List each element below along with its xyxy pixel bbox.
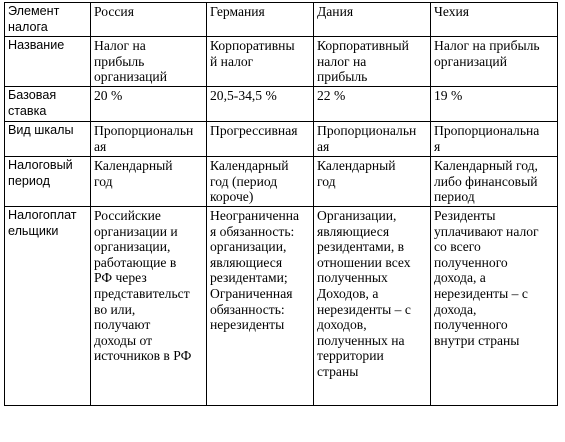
cell-russia — [91, 157, 207, 207]
cell-line: дохода, а — [434, 270, 486, 286]
cell-line: Дания — [317, 4, 354, 19]
cell-line: Налог на прибыль — [434, 38, 540, 54]
cell-line: Календарный год, — [434, 158, 538, 174]
cell-line: короче) — [210, 189, 254, 205]
row-name — [5, 37, 558, 87]
cell-russia — [91, 37, 207, 87]
row-label-cell — [5, 206, 91, 405]
cell-line: ая — [94, 138, 107, 154]
cell-line: Корпоративны — [210, 38, 295, 54]
cell-line: внутри страны — [434, 332, 520, 348]
cell-line: год — [317, 173, 336, 189]
table-body — [5, 3, 558, 406]
cell-line: ставка — [8, 103, 47, 118]
cell-line: я — [434, 138, 441, 154]
cell-denmark — [314, 122, 431, 157]
cell-line: организаций — [94, 69, 167, 85]
cell-line: полученных — [317, 270, 388, 286]
tax-comparison-table — [4, 2, 558, 406]
row-label-cell — [5, 87, 91, 122]
cell-line: ая — [317, 138, 330, 154]
cell-line: налог на — [317, 53, 367, 69]
row-label-cell — [5, 37, 91, 87]
cell-line: Россия — [94, 4, 134, 19]
row-scale-type — [5, 122, 558, 157]
cell-line: представительст — [94, 285, 190, 301]
cell-czechia — [431, 122, 558, 157]
row-base-rate — [5, 87, 558, 122]
cell-line: во или, — [94, 301, 136, 317]
cell-line: Базовая — [8, 88, 57, 103]
cell-line: Организации, — [317, 207, 397, 223]
cell-line: источников в РФ — [94, 348, 192, 364]
cell-line: либо финансовый — [434, 173, 538, 189]
cell-line: 22 % — [317, 88, 346, 104]
cell-line: страны — [317, 363, 359, 379]
cell-line: прибыль — [94, 53, 145, 69]
cell-line: нерезиденты – с — [317, 301, 411, 317]
cell-line: 20,5-34,5 % — [210, 88, 277, 104]
cell-line: нерезиденты — [210, 317, 285, 333]
cell-line: Пропорциональна — [434, 123, 540, 139]
cell-line: Чехия — [434, 4, 470, 19]
header-cell-germany — [207, 3, 314, 37]
cell-line: 19 % — [434, 88, 463, 104]
cell-line: обязанность: — [210, 301, 285, 317]
header-cell-element — [5, 3, 91, 37]
cell-line: резидентами, в — [317, 239, 405, 255]
cell-line: Вид шкалы — [8, 123, 74, 138]
cell-line: Налогоплат — [8, 207, 77, 222]
cell-line: период — [8, 173, 50, 188]
cell-line: Календарный — [94, 158, 173, 174]
cell-line: Календарный — [317, 158, 396, 174]
cell-line: Элемент — [8, 4, 60, 18]
cell-line: Прогрессивная — [210, 123, 298, 139]
cell-germany — [207, 157, 314, 207]
cell-denmark — [314, 206, 431, 405]
cell-line: организации, — [94, 239, 171, 255]
cell-line: полученных на — [317, 332, 405, 348]
cell-line: Российские — [94, 207, 161, 223]
cell-line: доходы от — [94, 332, 153, 348]
cell-line: Календарный — [210, 158, 289, 174]
cell-czechia — [431, 37, 558, 87]
table-header-row — [5, 3, 558, 37]
cell-russia — [91, 87, 207, 122]
header-cell-russia — [91, 3, 207, 37]
cell-line: Налоговый — [8, 158, 73, 173]
cell-line: доходов, — [317, 317, 367, 333]
cell-russia — [91, 206, 207, 405]
cell-denmark — [314, 37, 431, 87]
cell-line: й налог — [210, 53, 254, 69]
cell-line: территории — [317, 348, 384, 364]
cell-czechia — [431, 206, 558, 405]
cell-line: являющиеся — [210, 254, 283, 270]
cell-line: Пропорциональн — [317, 123, 417, 139]
row-taxpayers — [5, 206, 558, 405]
cell-denmark — [314, 157, 431, 207]
cell-germany — [207, 87, 314, 122]
cell-line: год (период — [210, 173, 278, 189]
cell-line: со всего — [434, 239, 481, 255]
cell-germany — [207, 37, 314, 87]
cell-line: Ограниченная — [210, 285, 293, 301]
cell-line: уплачивают налог — [434, 223, 539, 239]
cell-line: полученного — [434, 317, 508, 333]
cell-line: Пропорциональн — [94, 123, 194, 139]
cell-line: РФ через — [94, 270, 147, 286]
cell-line: год — [94, 173, 113, 189]
cell-line: Германия — [210, 4, 265, 19]
cell-czechia — [431, 87, 558, 122]
cell-germany — [207, 206, 314, 405]
cell-line: резидентами; — [210, 270, 288, 286]
cell-line: дохода, — [434, 301, 477, 317]
cell-line: Неограниченна — [210, 207, 300, 223]
row-tax-period — [5, 157, 558, 207]
cell-line: налога — [8, 19, 48, 34]
cell-line: Название — [8, 38, 65, 53]
cell-germany — [207, 122, 314, 157]
cell-line: получают — [94, 317, 151, 333]
cell-line: являющиеся — [317, 223, 390, 239]
cell-line: Налог на — [94, 38, 146, 54]
cell-line: Резиденты — [434, 207, 496, 223]
cell-line: организации и — [94, 223, 178, 239]
cell-denmark — [314, 87, 431, 122]
cell-line: Доходов, а — [317, 285, 379, 301]
cell-line: нерезиденты – с — [434, 285, 528, 301]
cell-line: полученного — [434, 254, 508, 270]
cell-line: я обязанность: — [210, 223, 295, 239]
cell-line: организации, — [210, 239, 287, 255]
cell-line: ельщики — [8, 223, 59, 238]
cell-line: период — [434, 189, 475, 205]
cell-line: прибыль — [317, 69, 368, 85]
cell-line: Корпоративный — [317, 38, 409, 54]
cell-line: отношении всех — [317, 254, 411, 270]
header-cell-denmark — [314, 3, 431, 37]
cell-line: работающие в — [94, 254, 177, 270]
row-label-cell — [5, 122, 91, 157]
row-label-cell — [5, 157, 91, 207]
cell-russia — [91, 122, 207, 157]
cell-czechia — [431, 157, 558, 207]
header-cell-czechia — [431, 3, 558, 37]
cell-line: организаций — [434, 53, 507, 69]
cell-line: 20 % — [94, 88, 123, 104]
